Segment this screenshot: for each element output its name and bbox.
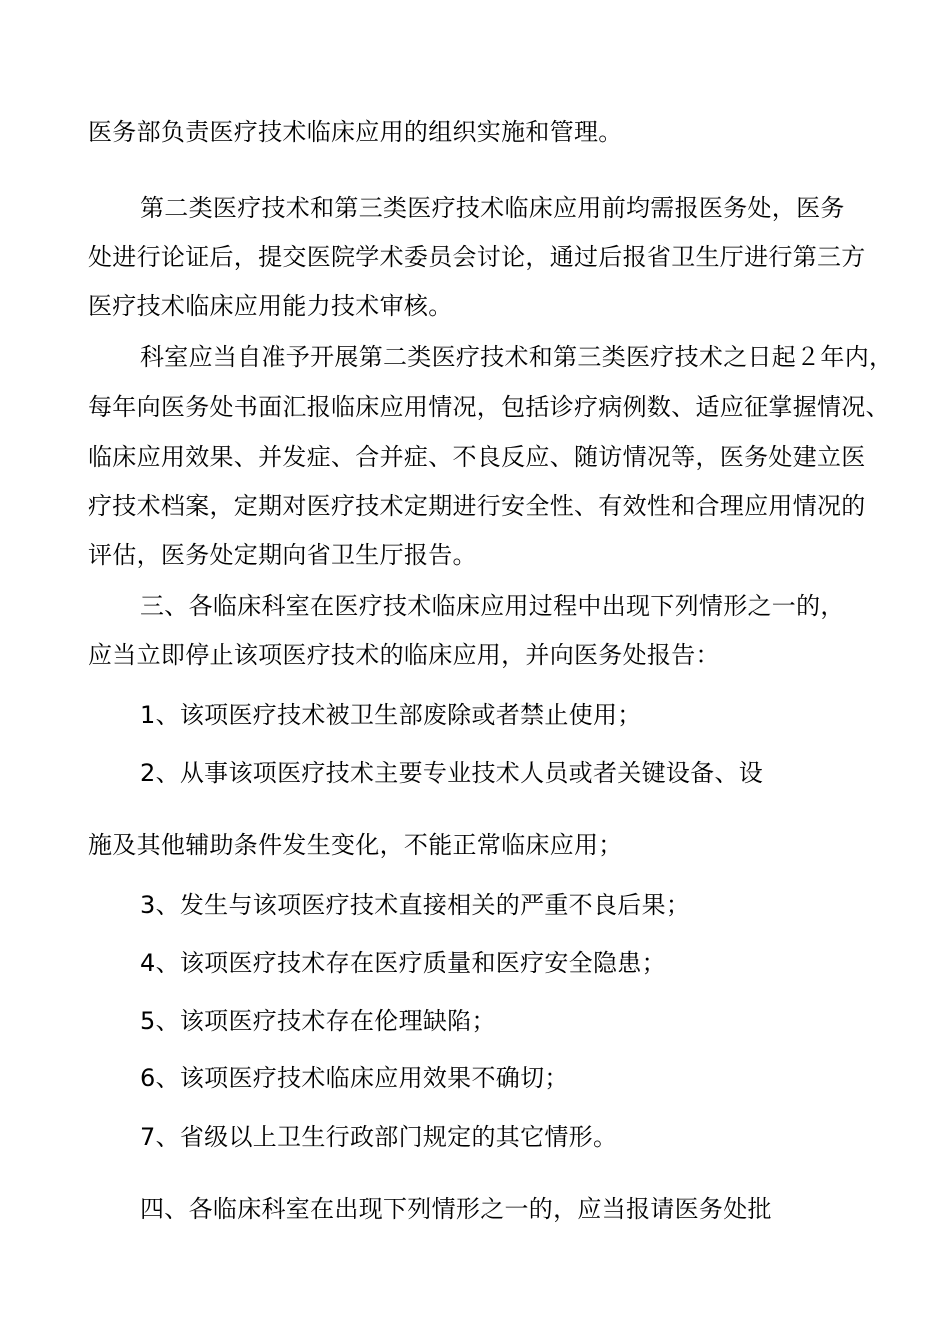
text-line: 处进行论证后，提交医院学术委员会讨论，通过后报省卫生厅进行第三方 xyxy=(88,243,866,271)
text-line: 四、各临床科室在出现下列情形之一的，应当报请医务处批 xyxy=(140,1195,772,1223)
list-item: 2、从事该项医疗技术主要专业技术人员或者关键设备、设 xyxy=(140,759,764,787)
text-line: 施及其他辅助条件发生变化，不能正常临床应用； xyxy=(88,831,623,859)
list-item: 3、发生与该项医疗技术直接相关的严重不良后果； xyxy=(140,891,691,919)
list-item: 6、该项医疗技术临床应用效果不确切； xyxy=(140,1064,569,1092)
list-item: 5、该项医疗技术存在伦理缺陷； xyxy=(140,1007,496,1035)
list-item: 4、该项医疗技术存在医疗质量和医疗安全隐患； xyxy=(140,949,666,977)
text-line: 临床应用效果、并发症、合并症、不良反应、随访情况等，医务处建立医 xyxy=(88,443,866,471)
text-line: 医务部负责医疗技术临床应用的组织实施和管理。 xyxy=(88,118,623,146)
text-line: 三、各临床科室在医疗技术临床应用过程中出现下列情形之一的， xyxy=(140,592,845,620)
list-item: 1、该项医疗技术被卫生部废除或者禁止使用； xyxy=(140,701,642,729)
text-line: 应当立即停止该项医疗技术的临床应用，并向医务处报告： xyxy=(88,641,720,669)
text-line: 第二类医疗技术和第三类医疗技术临床应用前均需报医务处，医务 xyxy=(140,194,845,222)
list-item: 7、省级以上卫生行政部门规定的其它情形。 xyxy=(140,1123,618,1151)
text-line: 科室应当自准予开展第二类医疗技术和第三类医疗技术之日起２年内， xyxy=(140,343,894,371)
text-line: 评估，医务处定期向省卫生厅报告。 xyxy=(88,541,477,569)
text-line: 医疗技术临床应用能力技术审核。 xyxy=(88,292,453,320)
text-line: 每年向医务处书面汇报临床应用情况，包括诊疗病例数、适应征掌握情况、 xyxy=(88,393,890,421)
text-line: 疗技术档案，定期对医疗技术定期进行安全性、有效性和合理应用情况的 xyxy=(88,492,866,520)
